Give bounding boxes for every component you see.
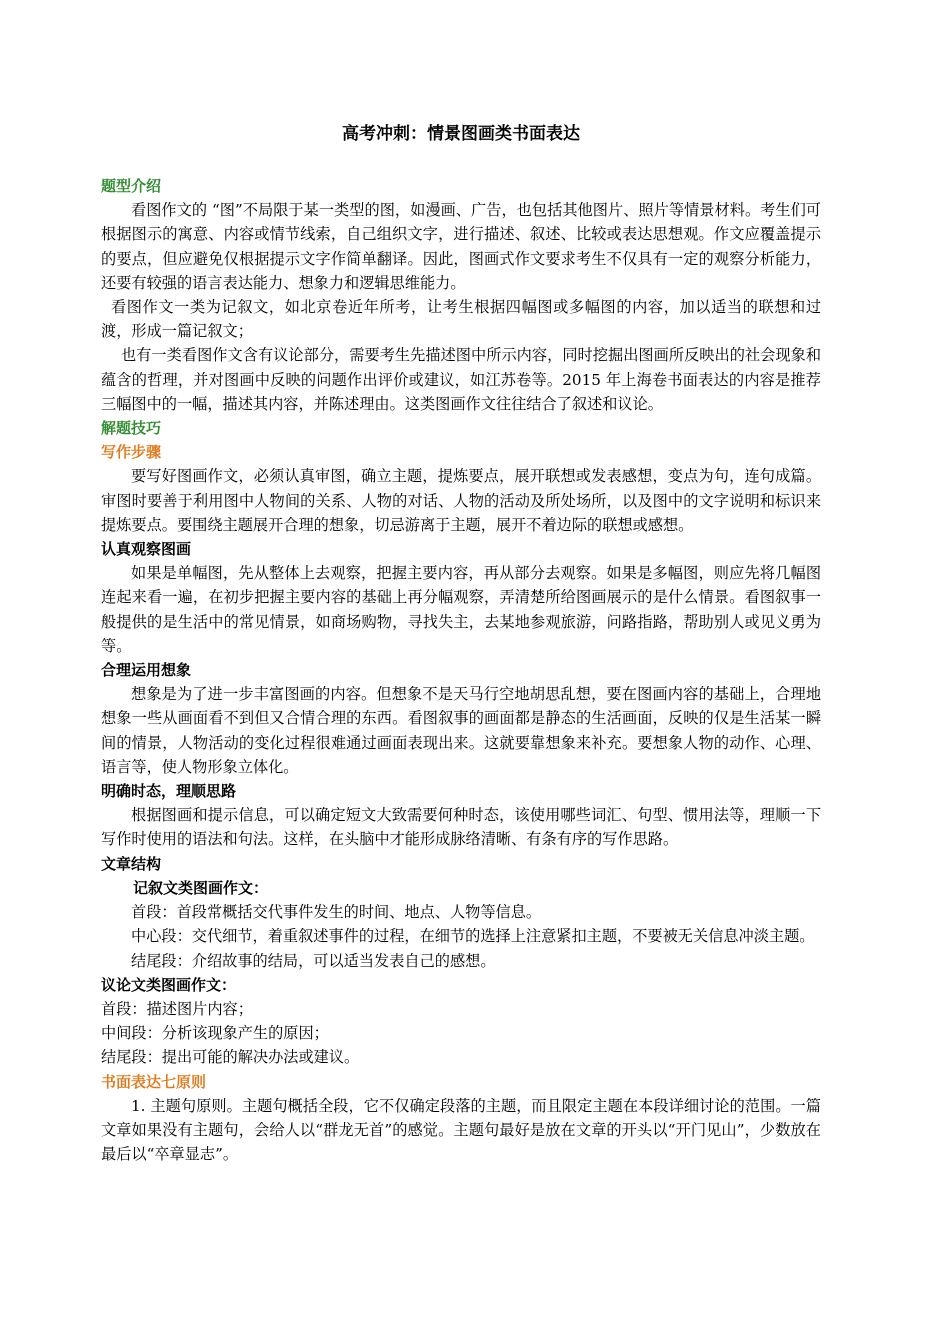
argument-middle-paragraph: 中间段：分析该现象产生的原因； bbox=[101, 1024, 329, 1043]
intro-paragraph-3: 也有一类看图作文含有议论部分，需要考生先描述图中所示内容，同时挖掘出图画所反映出的社会现象和蕴含的哲理，并对图画中反映的问题作出评价或建议，如江苏卷等。2015 年上海卷书面表达的内容是推荐三幅图中的一幅，描述其内容，并陈述理由。这类图画作文往往结合了叙述和议论。 bbox=[101, 346, 821, 413]
imagine-paragraph: 想象是为了进一步丰富图画的内容。但想象不是天马行空地胡思乱想，要在图画内容的基础上，合理地想象一些从画面看不到但又合情合理的东西。看图叙事的画面都是静态的生活画面，反映的仅是生活某一瞬间的情景，人物活动的变化过程很难通过画面表现出来。这就要靠想象来补充。要想象人物的动作、心理、语言等，使人物形象立体化。 bbox=[101, 685, 821, 776]
page-title: 高考冲刺：情景图画类书面表达 bbox=[342, 124, 580, 144]
intro-paragraph-1: 看图作文的 “图”不局限于某一类型的图，如漫画、广告，也包括其他图片、照片等情景材料。考生们可根据图示的寓意、内容或情节线索，自己组织文字，进行描述、叙述、比较或表达思想观。作文应覆盖提示的要点，但应避免仅根据提示文字作简单翻译。因此，图画式作文要求考生不仅具有一定的观察分析能力，还要有较强的语言表达能力、想象力和逻辑思维能力。 bbox=[101, 201, 821, 292]
narrative-end-paragraph: 结尾段：介绍故事的结局，可以适当发表自己的感想。 bbox=[131, 951, 496, 970]
document-body bbox=[101, 122, 821, 1166]
observe-paragraph: 如果是单幅图，先从整体上去观察，把握主要内容，再从部分去观察。如果是多幅图，则应先将几幅图连起来看一遍，在初步把握主要内容的基础上再分幅观察，弄清楚所给图画展示的是什么情景。看图叙事一般提供的是生活中的常见情景，如商场购物，寻找失主，去某地参观旅游，问路指路，帮助别人或见义勇为等。 bbox=[101, 564, 821, 655]
intro-paragraph-2: 看图作文一类为记叙文，如北京卷近年所考，让考生根据四幅图或多幅图的内容，加以适当的联想和过渡，形成一篇记叙文； bbox=[101, 298, 821, 341]
principle-1-paragraph: 1. 主题句原则。主题句概括全段，它不仅确定段落的主题，而且限定主题在本段详细讨论的范围。一篇文章如果没有主题句，会给人以“群龙无首”的感觉。主题句最好是放在文章的开头以“开门见山”，少数放在最后以“卒章显志”。 bbox=[101, 1096, 821, 1164]
section-heading-intro: 题型介绍 bbox=[101, 177, 162, 195]
narrative-first-paragraph: 首段：首段常概括交代事件发生的时间、地点、人物等信息。 bbox=[131, 903, 542, 922]
section-heading-techniques: 解题技巧 bbox=[101, 419, 162, 438]
subheading-imagine: 合理运用想象 bbox=[101, 661, 192, 680]
subheading-observe: 认真观察图画 bbox=[101, 540, 192, 559]
argument-first-paragraph: 首段：描述图片内容； bbox=[101, 999, 253, 1018]
argument-heading: 议论文类图画作文： bbox=[101, 975, 237, 994]
writing-steps-paragraph: 要写好图画作文，必须认真审图，确立主题，提炼要点，展开联想或发表感想，变点为句，连句成篇。审图时要善于利用图中人物间的关系、人物的对话、人物的活动及所处场所，以及图中的文字说明和标识来提炼要点。要围绕主题展开合理的想象，切忌游离于主题，展开不着边际的联想或感想。 bbox=[101, 467, 821, 534]
subheading-tense: 明确时态，理顺思路 bbox=[101, 782, 237, 801]
narrative-heading: 记叙文类图画作文： bbox=[133, 878, 269, 897]
subheading-structure: 文章结构 bbox=[101, 854, 162, 873]
subheading-writing-steps: 写作步骤 bbox=[101, 443, 162, 462]
argument-end-paragraph: 结尾段：提出可能的解决办法或建议。 bbox=[101, 1048, 360, 1067]
tense-paragraph: 根据图画和提示信息，可以确定短文大致需要何种时态，该使用哪些词汇、句型、惯用法等，理顺一下写作时使用的语法和句法。这样，在头脑中才能形成脉络清晰、有条有序的写作思路。 bbox=[101, 806, 821, 849]
subheading-seven-principles: 书面表达七原则 bbox=[101, 1072, 207, 1091]
narrative-middle-paragraph: 中心段：交代细节，着重叙述事件的过程，在细节的选择上注意紧扣主题，不要被无关信息冲淡主题。 bbox=[131, 927, 815, 946]
